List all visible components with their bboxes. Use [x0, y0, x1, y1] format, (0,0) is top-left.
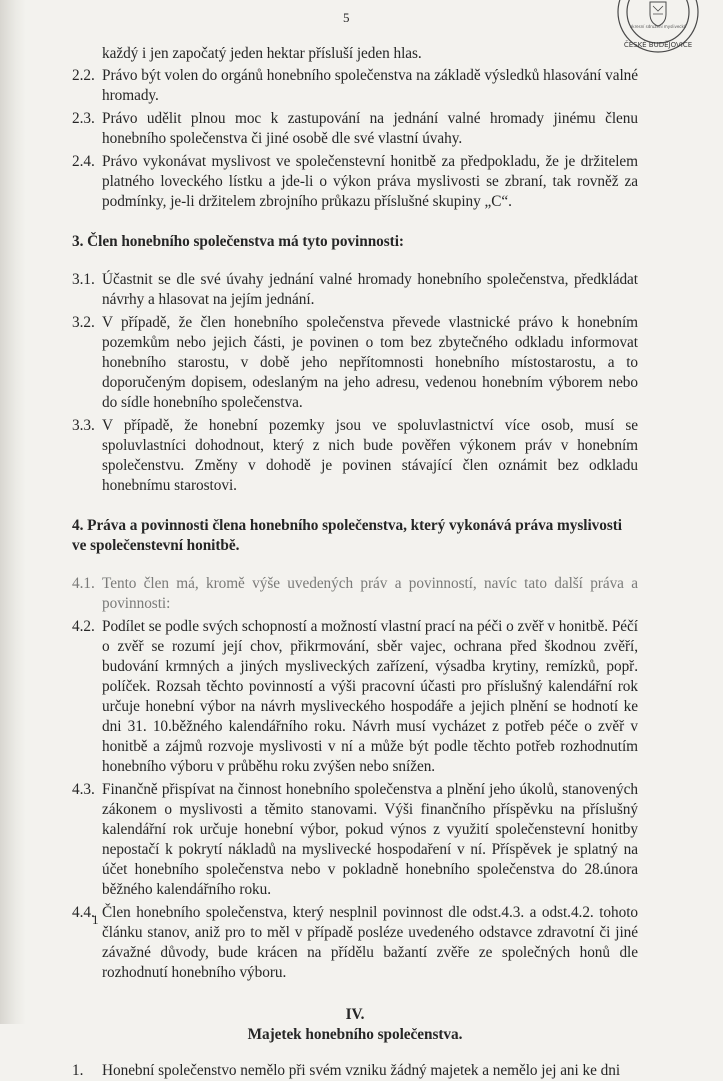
scan-shadow	[0, 0, 26, 1024]
numbered-paragraph	[72, 270, 638, 310]
paragraph-number: 2.3.	[72, 110, 95, 127]
section-heading: 4. Práva a povinnosti člena honebního společenstva, který vykonává práva myslivosti ve společenstevní honitbě.	[72, 517, 622, 554]
paragraph-text: V případě, že člen honebního společenstva převede vlastnické právo k honebním pozemkům nebo jejich části, je povinen o tom bez zbytečného odkladu informovat honebního starostu, v době jeho nepřítomnosti honebního místostarostu, a to doporučeným dopisem, odeslaným na jeho adresu, vedenou honebním výborem nebo do sídle honebního společenstva.	[102, 314, 638, 411]
continued-text: každý i jen započatý jeden hektar přísluší jeden hlas.	[102, 45, 422, 62]
stamp-middle-text: okresní sdružení myslivecké	[629, 24, 687, 29]
paragraph-number: 4.2.	[72, 618, 95, 635]
numbered-paragraph	[72, 903, 638, 983]
numbered-paragraph	[72, 780, 638, 900]
page-number: 5	[343, 10, 350, 25]
paragraph-text: Účastnit se dle své úvahy jednání valné hromady honebního společenstva, předkládat návrhy a hlasovat na jejím jednání.	[102, 271, 638, 308]
paragraph-text: V případě, že honební pozemky jsou ve spoluvlastnictví více osob, musí se spoluvlastníci dohodnout, který z nich bude pověřen výkonem práv v honebním společenstvu. Změny v dohodě je povinen stávající člen oznámit bez odkladu honebnímu starostovi.	[102, 417, 638, 494]
numbered-paragraph	[72, 1061, 638, 1081]
paragraph-text: Právo vykonávat myslivost ve společenstevní honitbě za předpokladu, že je držitelem platného loveckého lístku a jde-li o výkon práva myslivosti se zbraní, tak rovněž za podmínky, je-li držitelem zbrojního průkazu příslušné skupiny „C“.	[102, 153, 638, 210]
paragraph-number: 2.4.	[72, 153, 95, 170]
paragraph-text: Člen honebního společenstva, který nesplnil povinnost dle odst.4.3. a odst.4.2. tohoto článku stanov, aniž pro to měl v případě posléze uvedeného odstavce zdravotní či jiné závažné důvody, bude krácen na přídělu bažantí zvěře ze společných honů dle rozhodnutí honebního výboru.	[102, 904, 638, 981]
numbered-paragraph	[72, 109, 638, 149]
paragraph-text: Právo být volen do orgánů honebního společenstva na základě výsledků hlasování valné hromady.	[102, 67, 638, 104]
stamp-bottom-text: ČESKÉ BUDĚJOVICE	[623, 41, 693, 49]
numbered-paragraph	[72, 313, 638, 413]
paragraph-text: Podílet se podle svých schopností a možností vlastní prací na péči o zvěř v honitbě. Péčí o zvěř se rozumí její chov, přikrmování, sběr vajec, ochrana před škodnou zvěří, budování krmných a jiných mysliveckých zařízení, výsadba krytiny, remízků, popř. políček. Rozsah těchto povinností a výši pracovní účasti pro příslušný kalendářní rok určuje honební výbor na návrh mysliveckého hospodáře a jejich plnění se hodnotí ke dni 31. 10.běžného kalendářního roku. Návrh musí vycházet z potřeb péče o zvěř v honitbě a zájmů rozvoje myslivosti v ní a může být podle těchto potřeb rozhodnutím honebního výboru v průběhu roku zvýšen nebo snížen.	[102, 618, 638, 775]
numbered-paragraph	[72, 574, 638, 614]
section-heading: 3. Člen honebního společenstva má tyto povinnosti:	[72, 233, 404, 250]
paragraph-number: 3.3.	[72, 417, 95, 434]
paragraph-number: 4.4.	[72, 904, 95, 921]
paragraph-number: 3.2.	[72, 314, 95, 331]
document-body	[72, 44, 638, 1081]
paragraph-text: Právo udělit plnou moc k zastupování na jednání valné hromady jinému členu honebního společenstva či jiné osobě dle své vlastní úvahy.	[102, 110, 638, 147]
numbered-paragraph	[72, 617, 638, 777]
footer-mark: 1	[92, 912, 99, 927]
paragraph-number: 1.	[72, 1062, 84, 1079]
paragraph-number: 4.3.	[72, 781, 95, 798]
chapter-title: Majetek honebního společenstva.	[247, 1026, 463, 1043]
paragraph-number: 2.2.	[72, 67, 95, 84]
chapter-number: IV.	[345, 1006, 365, 1023]
paragraph-text: Honební společenstvo nemělo při svém vzniku žádný majetek a nemělo jej ani ke dni	[102, 1062, 621, 1079]
paragraph-number: 3.1.	[72, 271, 95, 288]
numbered-paragraph	[72, 152, 638, 212]
numbered-paragraph	[72, 416, 638, 496]
paragraph-text: Tento člen má, kromě výše uvedených práv a povinností, navíc tato další práva a povinnosti:	[102, 575, 638, 612]
numbered-paragraph	[72, 66, 638, 106]
paragraph-text: Finančně přispívat na činnost honebního společenstva a plnění jeho úkolů, stanovených zákonem o myslivosti a těmito stanovami. Výši finančního příspěvku na příslušný kalendářní rok určuje honební výbor, pokud výnos z využití společenstevní honitby nepostačí k pokrytí nákladů na myslivecké hospodaření v ní. Příspěvek je splatný na účet honebního společenstva nebo v pokladně honebního společenstva do 28.února běžného kalendářního roku.	[102, 781, 638, 898]
paragraph-number: 4.1.	[72, 575, 95, 592]
